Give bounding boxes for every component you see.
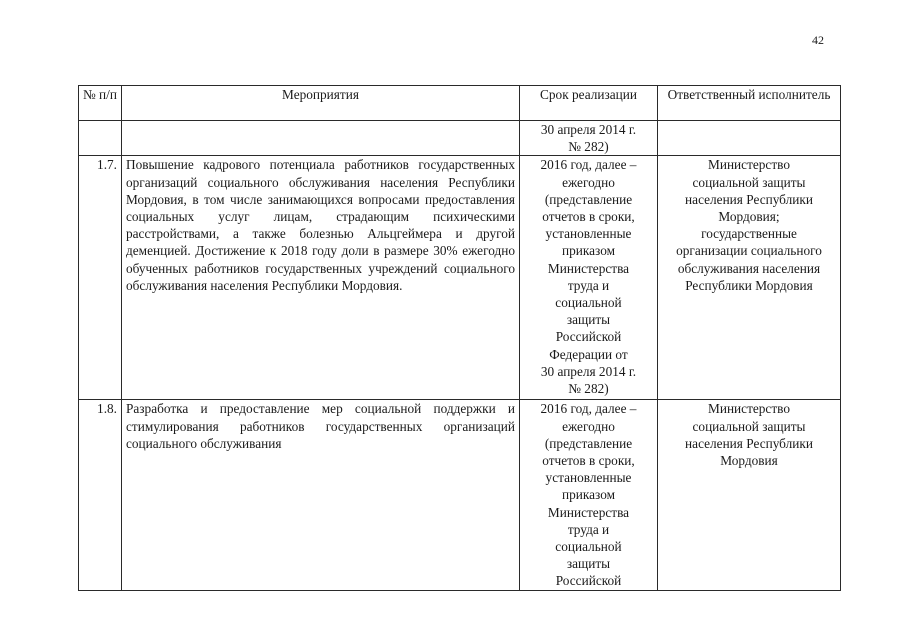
term-line: 30 апреля 2014 г. — [540, 122, 637, 137]
page-number: 42 — [812, 33, 824, 47]
responsible-line: обслуживания населения — [677, 260, 821, 276]
term-line: защиты — [566, 312, 611, 328]
term-line: ежегодно — [562, 418, 615, 434]
row-activity: Разработка и предоставление мер социальной поддержки и стимулирования работников государственных организаций социального обслуживания — [122, 400, 520, 591]
term-line: Министерства — [547, 260, 630, 276]
term-line: отчетов в сроки, — [542, 209, 635, 225]
responsible-line: Мордовия — [720, 453, 778, 469]
term-line: социальной — [555, 295, 622, 311]
responsible-line: социальной защиты — [692, 174, 806, 190]
term-line: приказом — [561, 487, 616, 503]
term-line: (представление — [544, 435, 633, 451]
term-line: приказом — [561, 243, 616, 259]
header-activity: Мероприятия — [122, 86, 520, 121]
table-header-row — [79, 86, 841, 121]
cont-activity-cell — [122, 121, 520, 156]
term-line: 30 апреля 2014 г. — [540, 363, 637, 379]
term-line: ежегодно — [562, 174, 615, 190]
term-line: социальной — [555, 539, 622, 555]
table-row — [79, 156, 841, 400]
term-line: 2016 год, далее – — [540, 401, 637, 417]
measures-table — [78, 85, 841, 591]
row-num: 1.7. — [79, 156, 122, 400]
cont-num-cell — [79, 121, 122, 156]
responsible-line: Министерство — [708, 401, 790, 417]
responsible-line: социальной защиты — [692, 418, 806, 434]
responsible-line: населения Республики — [685, 435, 813, 451]
term-line: 2016 год, далее – — [540, 157, 637, 173]
row-activity: Повышение кадрового потенциала работников государственных организаций социального обслуживания населения Республики Мордовия, в том числе занимающихся вопросами предоставления социальных услуг лицам, страдающим психическими расстройствами, а также болезнью Альцгеймера и другой деменцией. Достижение к 2018 году доли в размере 30% ежегодно обученных работников государственных учреждений социального обслуживания населения Республики Мордовия. — [122, 156, 520, 400]
term-line: защиты — [566, 556, 611, 572]
row-responsible — [658, 156, 841, 400]
term-line: отчетов в сроки, — [542, 453, 635, 469]
term-line: Федерации от — [549, 346, 628, 362]
term-line: (представление — [544, 191, 633, 207]
table-row-continuation — [79, 121, 841, 156]
cont-term-cell — [520, 121, 658, 156]
term-line: № 282) — [568, 139, 609, 155]
header-term: Срок реализации — [520, 86, 658, 121]
term-line: труда и — [567, 277, 610, 293]
responsible-line: Республики Мордовия — [685, 277, 813, 293]
term-line: Российской — [555, 573, 622, 589]
table-row — [79, 400, 841, 591]
header-responsible: Ответственный исполнитель — [658, 86, 841, 121]
row-responsible — [658, 400, 841, 591]
responsible-line: населения Республики — [685, 191, 813, 207]
responsible-line: организации социального — [676, 243, 822, 259]
row-num: 1.8. — [79, 400, 122, 591]
term-line: № 282) — [568, 381, 609, 397]
row-term — [520, 400, 658, 591]
header-num: № п/п — [79, 86, 122, 121]
responsible-line: Мордовия; — [718, 209, 780, 225]
responsible-line: Министерство — [708, 157, 790, 173]
term-line: труда и — [567, 521, 610, 537]
term-line: Российской — [555, 329, 622, 345]
term-line: установленные — [545, 226, 632, 242]
term-line: установленные — [545, 470, 632, 486]
cont-responsible-cell — [658, 121, 841, 156]
term-line: Министерства — [547, 504, 630, 520]
row-term — [520, 156, 658, 400]
responsible-line: государственные — [701, 226, 797, 242]
